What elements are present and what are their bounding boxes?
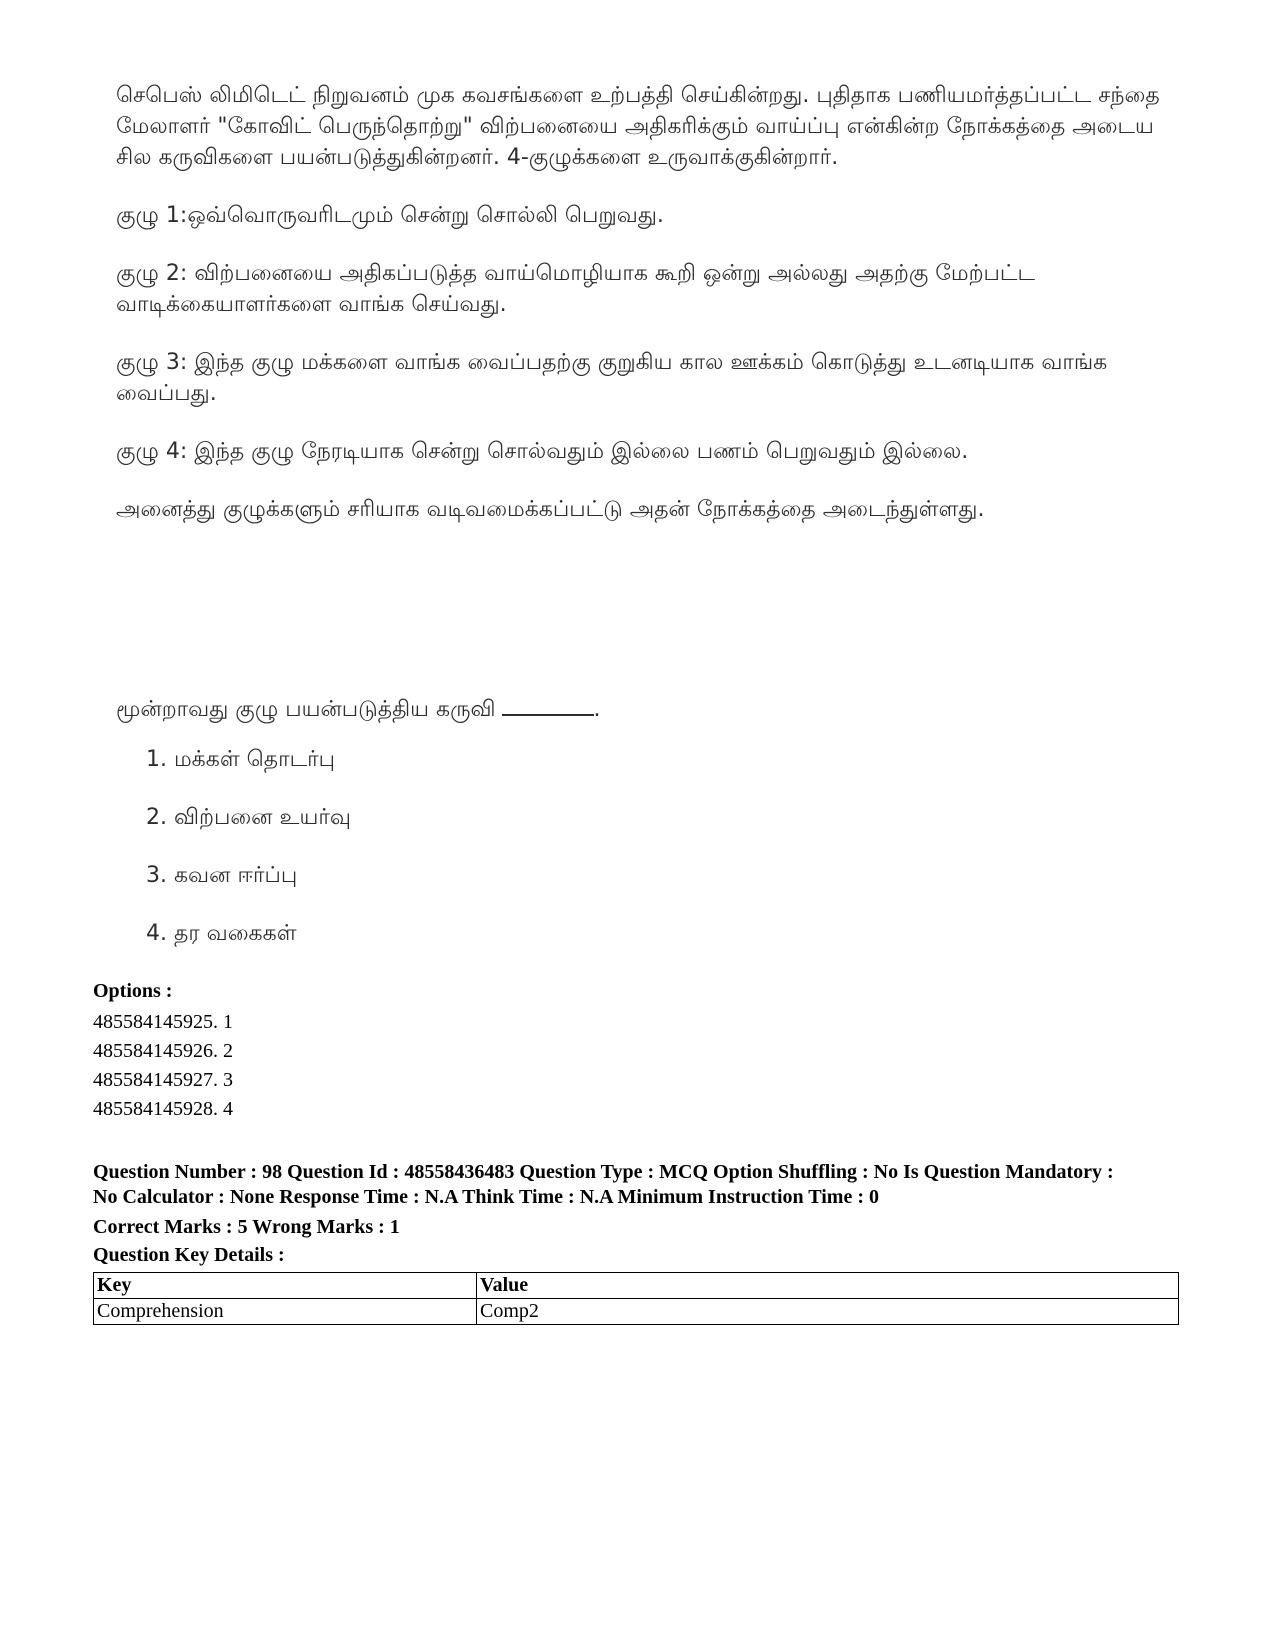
passage-group-3: குழு 3: இந்த குழு மக்களை வாங்க வைப்பதற்கு குறுகிய கால ஊக்கம் கொடுத்து உடனடியாக வாங்க வைப்பது.	[116, 350, 1108, 406]
passage-conclusion: அனைத்து குழுக்களும் சரியாக வடிவமைக்கப்பட்டு அதன் நோக்கத்தை அடைந்துள்ளது.	[116, 497, 985, 522]
option-id-2: 485584145926. 2	[93, 1040, 233, 1062]
question-end: .	[593, 697, 601, 722]
option-id-4: 485584145928. 4	[93, 1098, 233, 1120]
question-info-line-2: No Calculator : None Response Time : N.A Think Time : N.A Minimum Instruction Time : 0	[93, 1186, 879, 1208]
header-key: Key	[94, 1273, 477, 1299]
choice-2: 2. விற்பனை உயர்வு	[146, 805, 351, 830]
answer-blank	[502, 692, 594, 716]
table-row	[94, 1299, 1179, 1325]
marks-info: Correct Marks : 5 Wrong Marks : 1	[93, 1216, 400, 1238]
table-header-row	[94, 1273, 1179, 1299]
choice-3: 3. கவன ஈர்ப்பு	[146, 863, 298, 888]
header-value: Value	[477, 1273, 1179, 1299]
comprehension-passage	[116, 80, 1176, 552]
option-id-1: 485584145925. 1	[93, 1011, 233, 1033]
row-key: Comprehension	[94, 1299, 477, 1325]
question-text	[116, 692, 1176, 725]
passage-group-4: குழு 4: இந்த குழு நேரடியாக சென்று சொல்வதும் இல்லை பணம் பெறுவதும் இல்லை.	[116, 439, 969, 464]
passage-group-2: குழு 2: விற்பனையை அதிகப்படுத்த வாய்மொழியாக கூறி ஒன்று அல்லது அதற்கு மேற்பட்ட வாடிக்கையாளர்களை வாங்க செய்வது.	[116, 261, 1035, 317]
question-stem: மூன்றாவது குழு பயன்படுத்திய கருவி	[116, 697, 496, 722]
passage-group-1: குழு 1:ஒவ்வொருவரிடமும் சென்று சொல்லி பெறுவது.	[116, 203, 664, 228]
options-list	[93, 1008, 233, 1124]
question-info	[93, 1160, 1193, 1210]
choice-4: 4. தர வகைகள்	[146, 921, 297, 946]
question-info-line-1: Question Number : 98 Question Id : 48558436483 Question Type : MCQ Option Shuffling : No Is Question Mandatory :	[93, 1161, 1114, 1183]
row-value: Comp2	[477, 1299, 1179, 1325]
options-heading: Options :	[93, 980, 173, 1002]
option-id-3: 485584145927. 3	[93, 1069, 233, 1091]
key-details-table	[93, 1272, 1179, 1325]
key-details-heading: Question Key Details :	[93, 1244, 285, 1266]
answer-choices	[146, 744, 351, 976]
choice-1: 1. மக்கள் தொடர்பு	[146, 747, 335, 772]
passage-intro: செபெஸ் லிமிடெட் நிறுவனம் முக கவசங்களை உற்பத்தி செய்கின்றது. புதிதாக பணியமர்த்தப்பட்ட சந்தை மேலாளர் "கோவிட் பெருந்தொற்று" விற்பனையை அதிகரிக்கும் வாய்ப்பு என்கின்ற நோக்கத்தை அடைய சில கருவிகளை பயன்படுத்துகின்றனர். 4-குழுக்களை உருவாக்குகின்றார்.	[116, 83, 1160, 170]
